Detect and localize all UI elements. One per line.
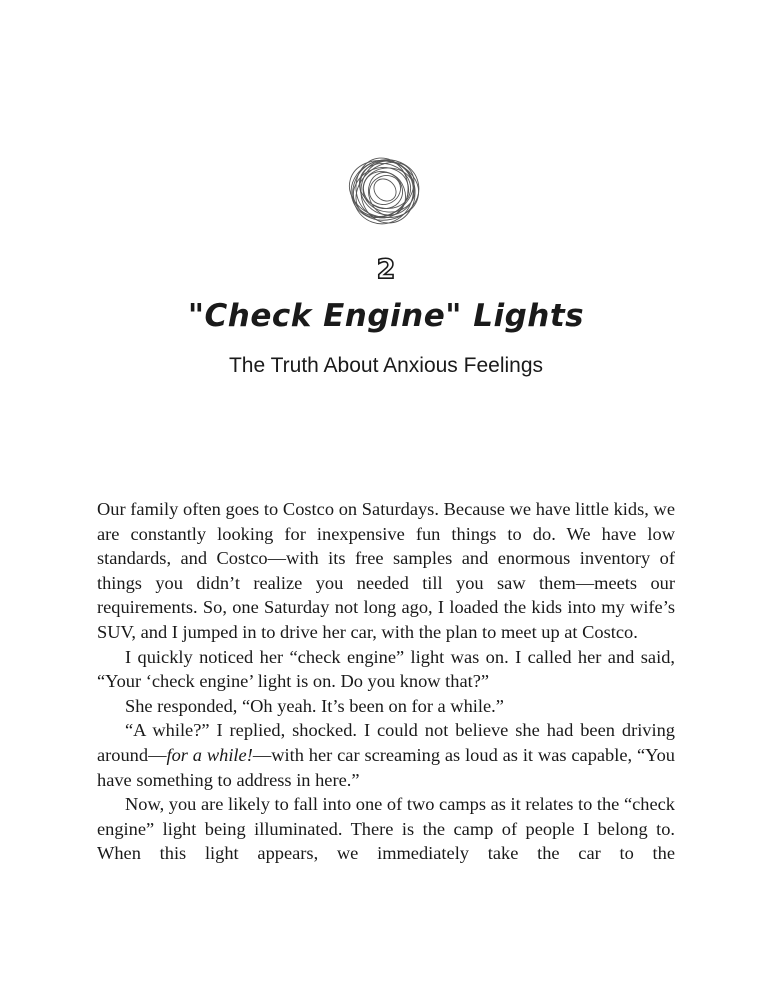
paragraph-text: —with her car screaming as loud as it was capable, “You have something to address in here.” xyxy=(97,744,675,790)
scribble-icon xyxy=(345,152,425,228)
italic-emphasis: for a while! xyxy=(166,744,253,765)
chapter-subtitle: The Truth About Anxious Feelings xyxy=(228,354,544,377)
chapter-number: 2 xyxy=(376,254,396,285)
paragraph: She responded, “Oh yeah. It’s been on for a while.” xyxy=(125,695,504,716)
paragraph: I quickly noticed her “check engine” light was on. I called her and said, “Your ‘check engine’ light is on. Do you know that?” xyxy=(97,646,675,692)
chapter-title: "Check Engine" Lights xyxy=(187,298,585,334)
body-text xyxy=(97,497,675,866)
paragraph: Now, you are likely to fall into one of two camps as it relates to the “check engine” light being illuminated. There is the camp of people I belong to. When this light appears, we immediately take the car to the xyxy=(97,794,675,864)
paragraph xyxy=(97,718,675,792)
paragraph-text: “A while?” I replied, shocked. I could not believe she had been driving around— xyxy=(97,720,675,765)
paragraph: Our family often goes to Costco on Saturdays. Because we have little kids, we are constantly looking for inexpensive fun things to do. We have low standards, and Costco—with its free samples and enormous inventory of things you didn’t realize you needed till you saw them—meets our requirements. So, one Saturday not long ago, I loaded the kids into my wife’s SUV, and I jumped in to drive her car, with the plan to meet up at Costco. xyxy=(97,499,675,642)
